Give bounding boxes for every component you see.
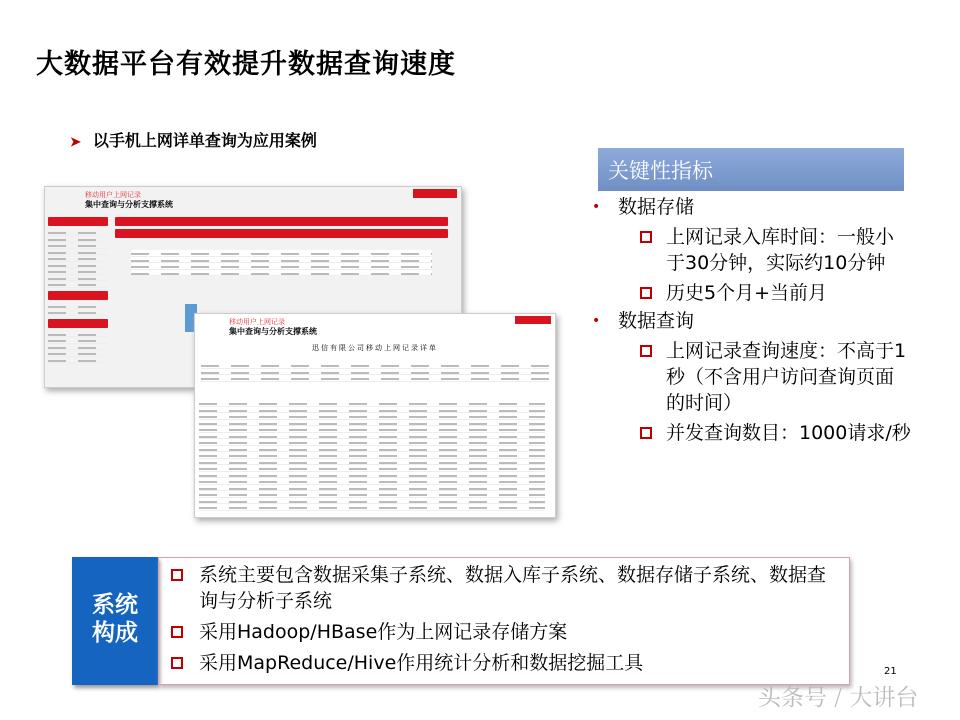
kpi-item-text: 历史5个月+当前月: [666, 282, 828, 304]
square-bullet-icon: [171, 657, 183, 669]
subtitle: [70, 128, 317, 151]
square-bullet-icon: [640, 345, 652, 357]
kpi-group: • 数据查询: [592, 308, 922, 334]
kpi-item: [592, 338, 922, 416]
system-label: 系统构成: [72, 557, 158, 685]
kpi-item-text: 上网记录查询速度：不高于1秒（不含用户访问查询页面的时间）: [666, 340, 907, 414]
kpi-group: • 数据存储: [592, 194, 922, 220]
watermark: 头条号 / 大讲台: [758, 685, 919, 711]
app-title-line2: 集中查询与分析支撑系统: [229, 327, 317, 336]
detail-title: 迅信有限公司移动上网记录详单: [312, 344, 438, 352]
user-badge: [515, 316, 551, 324]
app-title-line1: 移动用户上网记录: [85, 191, 141, 199]
square-bullet-icon: [640, 287, 652, 299]
square-bullet-icon: [171, 626, 183, 638]
system-item: [199, 619, 841, 645]
system-item-text: 采用MapReduce/Hive作用统计分析和数据挖掘工具: [199, 652, 644, 674]
kpi-item: [592, 420, 922, 446]
system-item: [199, 650, 841, 676]
subtitle-text: 以手机上网详单查询为应用案例: [92, 131, 317, 150]
square-bullet-icon: [640, 231, 652, 243]
kpi-item: [592, 280, 922, 306]
kpi-item-text: 上网记录入库时间：一般小于30分钟，实际约10分钟: [666, 226, 895, 274]
slide-title: 大数据平台有效提升数据查询速度: [36, 49, 456, 80]
kpi-header: 关键性指标: [598, 148, 904, 191]
square-bullet-icon: [171, 569, 183, 581]
user-badge: [413, 189, 457, 198]
sidebar-menu: [48, 214, 108, 363]
main-panel: [115, 214, 448, 288]
kpi-item-text: 并发查询数目：1000请求/秒: [666, 422, 911, 444]
screenshot-detail-list: [194, 313, 556, 518]
system-items: [158, 557, 850, 685]
system-item: [199, 562, 841, 614]
square-bullet-icon: [640, 427, 652, 439]
system-item-text: 采用Hadoop/HBase作为上网记录存储方案: [199, 621, 568, 643]
arrow-bullet-icon: ➤: [70, 135, 81, 150]
app-title-line1: 移动用户上网记录: [229, 318, 285, 326]
app-title-line2: 集中查询与分析支撑系统: [85, 200, 173, 209]
kpi-item: [592, 224, 922, 276]
kpi-list: [592, 192, 922, 446]
page-number: 21: [884, 666, 897, 677]
system-item-text: 系统主要包含数据采集子系统、数据入库子系统、数据存储子系统、数据查询与分析子系统: [199, 564, 827, 612]
